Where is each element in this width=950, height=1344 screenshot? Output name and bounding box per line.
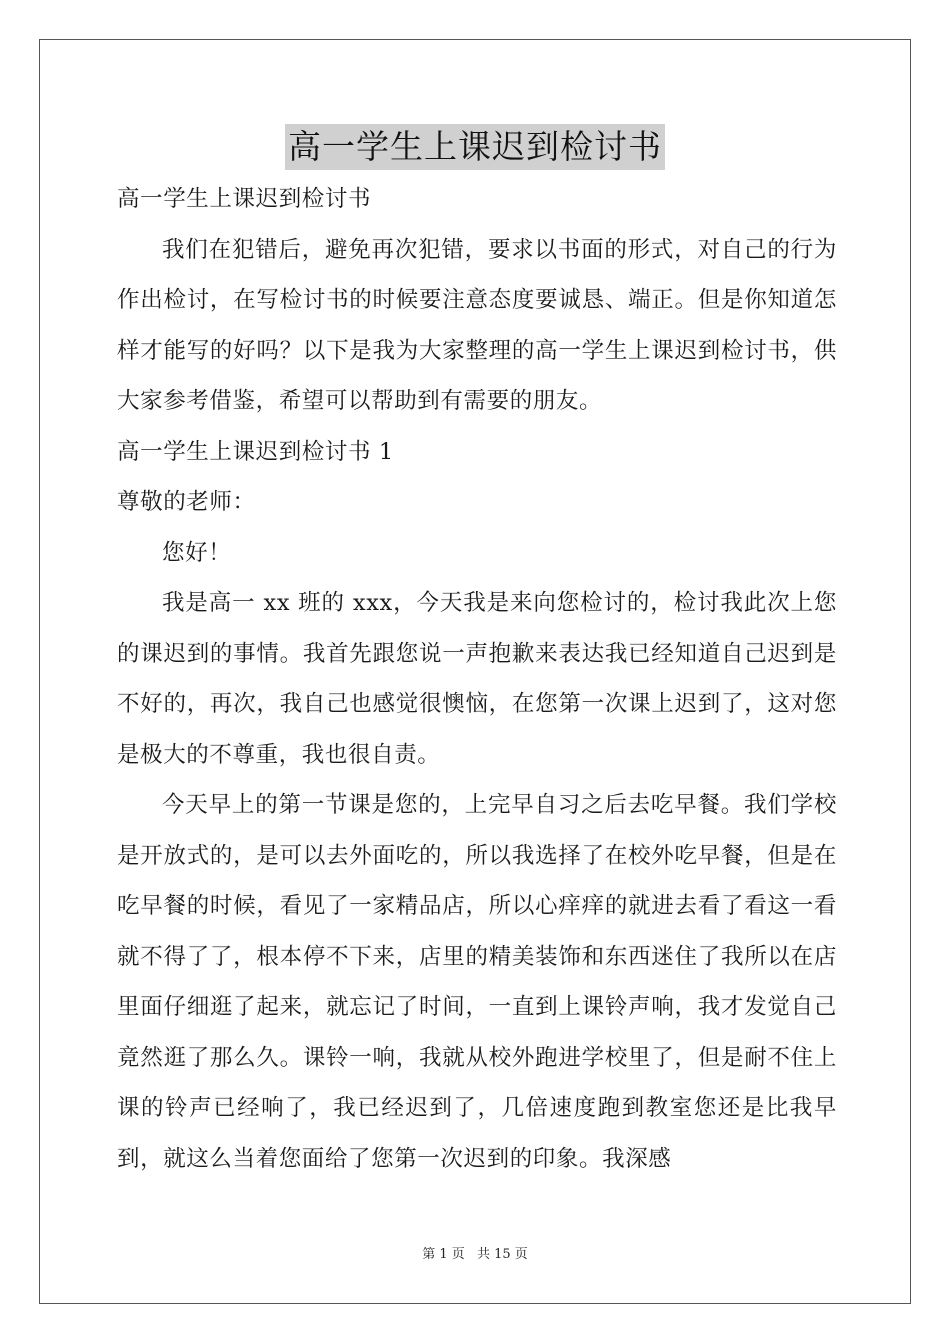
subtitle-paragraph: 高一学生上课迟到检讨书 xyxy=(117,186,372,212)
section-heading: 高一学生上课迟到检讨书 1 xyxy=(117,438,394,465)
body-paragraph: 今天早上的第一节课是您的，上完早自习之后去吃早餐。我们学校是开放式的，是可以去外面吃的，所以我选择了在校外吃早餐，但是在吃早餐的时候，看见了一家精品店，所以心痒痒的就进去看了看这一看就不得了了，根本停不下来，店里的精美装饰和东西迷住了我所以在店里面仔细逛了起来，就忘记了时间，一直到上课铃声响，我才发觉自己竟然逛了那么久。课铃一响，我就从校外跑进学校里了，但是耐不住上课的铃声已经响了，我已经迟到了，几倍速度跑到教室您还是比我早到，就这么当着您面给了您第一次迟到的印象。我深感 xyxy=(117,792,837,1172)
document-title xyxy=(0,124,950,170)
body-paragraph: 我是高一 xx 班的 xxx，今天我是来向您检讨的，检讨我此次上您的课迟到的事情。我首先跟您说一声抱歉来表达我已经知道自己迟到是不好的，再次，我自己也感觉很懊恼，在您第一次课上迟到了，这对您是极大的不尊重，我也很自责。 xyxy=(117,590,837,768)
page-number: 第 1 页 xyxy=(422,1247,465,1262)
document-title-text: 高一学生上课迟到检讨书 xyxy=(285,124,665,170)
page-total: 共 15 页 xyxy=(476,1247,528,1262)
intro-paragraph: 我们在犯错后，避免再次犯错，要求以书面的形式，对自己的行为作出检讨，在写检讨书的时候要注意态度要诚恳、端正。但是你知道怎样才能写的好吗？以下是我为大家整理的高一学生上课迟到检讨书，供大家参考借鉴，希望可以帮助到有需要的朋友。 xyxy=(117,236,837,414)
salutation: 尊敬的老师： xyxy=(117,489,256,515)
document-body xyxy=(117,174,837,1184)
page-footer xyxy=(0,1245,950,1265)
greeting: 您好！ xyxy=(162,539,232,566)
